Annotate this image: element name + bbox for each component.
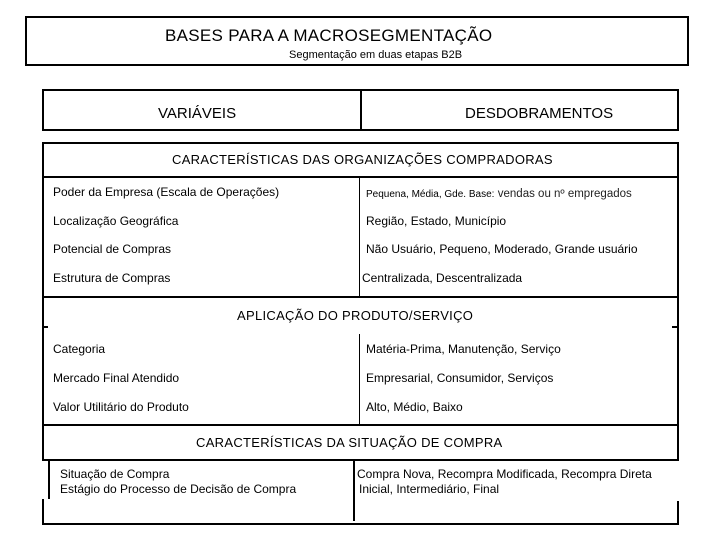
- title-box: [25, 16, 689, 66]
- breakdown-utility-value: Alto, Médio, Baixo: [366, 400, 463, 414]
- section-title-product-application: APLICAÇÃO DO PRODUTO/SERVIÇO: [237, 308, 474, 323]
- column-divider: [360, 91, 362, 129]
- section-divider: [42, 176, 679, 178]
- page-subtitle: Segmentação em duas etapas B2B: [289, 49, 463, 61]
- variable-purchase-potential: Potencial de Compras: [53, 242, 172, 256]
- column-header-box: [42, 89, 679, 131]
- variable-purchase-situation: Situação de Compra: [60, 467, 170, 481]
- right-border-gap: [677, 461, 679, 501]
- breakdown-purchase-situation: Compra Nova, Recompra Modificada, Recompra Direta: [357, 467, 652, 481]
- section-divider: [42, 424, 679, 426]
- section-divider: [42, 459, 679, 461]
- variable-utility-value: Valor Utilitário do Produto: [53, 400, 189, 414]
- section-divider-tick-left: [42, 326, 48, 328]
- variable-company-power: Poder da Empresa (Escala de Operações): [53, 185, 280, 199]
- breakdown-purchase-potential: Não Usuário, Pequeno, Moderado, Grande usuário: [366, 242, 638, 256]
- breakdown-purchase-structure: Centralizada, Descentralizada: [362, 271, 523, 285]
- breakdown-geographic-location: Região, Estado, Município: [366, 214, 507, 228]
- section-title-organizations: CARACTERÍSTICAS DAS ORGANIZAÇÕES COMPRADORAS: [172, 152, 553, 167]
- variable-category: Categoria: [53, 342, 106, 356]
- breakdown-category: Matéria-Prima, Manutenção, Serviço: [366, 342, 561, 356]
- breakdown-company-power: Pequena, Média, Gde. Base: vendas ou nº empregados: [366, 188, 632, 200]
- page-title: BASES PARA A MACROSEGMENTAÇÃO: [165, 26, 493, 45]
- column-header-breakdowns: DESDOBRAMENTOS: [465, 105, 614, 122]
- breakdown-decision-stage: Inicial, Intermediário, Final: [359, 482, 500, 496]
- column-separator: [359, 334, 360, 424]
- column-separator: [353, 461, 355, 521]
- inner-left-border: [48, 461, 50, 499]
- column-separator: [359, 178, 360, 296]
- variable-decision-stage: Estágio do Processo de Decisão de Compra: [60, 482, 297, 496]
- section-divider-tick-right: [672, 326, 679, 328]
- variable-end-market: Mercado Final Atendido: [53, 371, 180, 385]
- section-divider: [42, 296, 679, 298]
- section-gap: [48, 326, 672, 328]
- column-header-variables: VARIÁVEIS: [158, 105, 237, 122]
- section-title-purchase-situation: CARACTERÍSTICAS DA SITUAÇÃO DE COMPRA: [196, 435, 503, 450]
- variable-geographic-location: Localização Geográfica: [53, 214, 179, 228]
- breakdown-end-market: Empresarial, Consumidor, Serviços: [366, 371, 554, 385]
- variable-purchase-structure: Estrutura de Compras: [53, 271, 171, 285]
